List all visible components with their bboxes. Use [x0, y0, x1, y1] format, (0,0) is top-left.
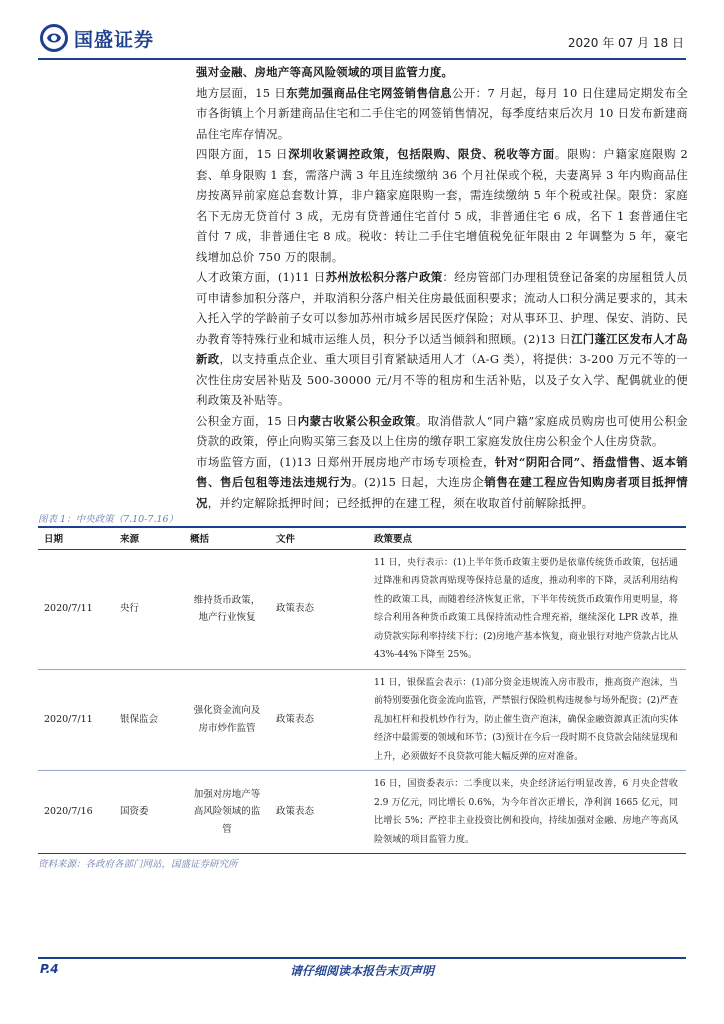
company-logo	[40, 22, 154, 54]
body-text	[196, 62, 688, 513]
page-header	[38, 18, 686, 60]
paragraph-shenzhen: 四限方面，15 日深圳收紧调控政策，包括限购、限贷、税收等方面。限购：户籍家庭限购 2 套、单身限购 1 套，需落户满 3 年且连续缴纳 36 个月社保或个税，夫妻离异 3 年内购商品住房按离异前家庭总套数计算，非户籍家庭限购一套，需连续缴纳 5 年个税或社保。限贷：家庭名下无房无贷首付 3 成，无房有贷普通住宅首付 5 成，非普通住宅 6 成，名下 1 套普通住宅首付 7 成，非普通住宅 8 成。税收：转让二手住宅增值税免征年限由 2 年调整为 5 年，豪宅线增加总价 750 万的限制。	[196, 147, 688, 264]
cell-date: 2020/7/11	[38, 669, 114, 771]
logo-text: 国盛证券	[74, 28, 155, 51]
cell-content: 11 日，央行表示：(1)上半年货币政策主要仍是依靠传统货币政策，包括通过降准和再贷款再贴现等保持总量的适度，推动利率的下降，灵活利用结构性的政策工具，而随着经济恢复正常，下半年传统货币政策作用更明显，将综合利用各种货币政策工具保持流动性合理充裕，继续深化 LPR 改革，推动贷款实际利率持续下行；(2)房地产基本恢复，商业银行对地产贷款占比从 43%-44%下降至 25%。	[368, 549, 686, 669]
footer-disclaimer: 请仔细阅读本报告末页声明	[289, 964, 434, 978]
paragraph-dongguan: 地方层面，15 日东莞加强商品住宅网签销售信息公开：7 月起，每月 10 日住建局定期发布全市各街镇上个月新建商品住宅和二手住宅的网签销售情况，每季度结束后次月 10 日发布新建商品住宅库存情况。	[196, 85, 688, 141]
col-header-source: 来源	[114, 527, 184, 549]
cell-file: 政策表态	[270, 669, 368, 771]
guosheng-logo-icon	[40, 24, 68, 52]
paragraph-talent-policy: 人才政策方面，(1)11 日苏州放松积分落户政策：经房管部门办理租赁登记备案的房屋租赁人员可申请参加积分落户，并取消积分落户相关住房最低面积要求；流动人口积分满足要求的，其未入托入学的学龄前子女可以参加苏州市城乡居民医疗保险；对从事环卫、护理、保安、消防、民办教育等特殊行业和城市运维人员，积分予以适当倾斜和照顾。(2)13 日江门蓬江区发布人才岛新政，以支持重点企业、重大项目引育紧缺适用人才（A-G 类），将提供：3-200 万元不等的一次性住房安居补贴及 500-30000 元/月不等的租房和生活补贴，以及子女入学、配偶就业的便利政策及补贴等。	[196, 270, 689, 407]
footer-divider	[38, 957, 686, 959]
cell-source: 央行	[114, 549, 184, 669]
report-date: 2020 年 07 月 18 日	[567, 36, 684, 50]
table-row	[38, 669, 686, 771]
paragraph-market-supervision: 市场监管方面，(1)13 日郑州开展房地产市场专项检查，针对“阴阳合同”、捂盘惜售、返本销售、售后包租等违法违规行为。(2)15 日起，大连房企销售在建工程应告知购房者项目抵押情况，并约定解除抵押时间；已经抵押的在建工程，须在收取首付前解除抵押。	[196, 454, 688, 510]
page-number: P.4	[40, 962, 59, 976]
policy-table	[38, 526, 686, 854]
paragraph-provident-fund: 公积金方面，15 日内蒙古收紧公积金政策。取消借款人“同户籍”家庭成员购房也可使用公积金贷款的政策，停止向购买第三套及以上住房的缴存职工家庭发放住房公积金个人住房贷款。	[196, 413, 688, 448]
table-title: 图表 1：中央政策（7.10-7.16）	[38, 514, 179, 525]
col-header-content: 政策要点	[368, 527, 686, 549]
cell-file: 政策表态	[270, 549, 368, 669]
cell-summary: 维持货币政策，地产行业恢复	[184, 549, 270, 669]
table-header-row	[38, 527, 686, 549]
cell-source: 银保监会	[114, 669, 184, 771]
col-header-date: 日期	[38, 527, 114, 549]
cell-summary: 强化资金流向及房市炒作监管	[184, 669, 270, 771]
cell-summary: 加强对房地产等高风险领域的监管	[184, 771, 270, 854]
table-row	[38, 771, 686, 854]
cell-content: 11 日，银保监会表示：(1)部分资金违规流入房市股市，推高资产泡沫，当前特别要强化资金流向监管，严禁银行保险机构违规参与场外配资；(2)严查乱加杠杆和投机炒作行为，防止催生资产泡沫，确保金融资源真正流向实体经济中最需要的领域和环节；(3)预计在今后一段时期不良贷款会陆续显现和上升，必须做好不良贷款可能大幅反弹的应对准备。	[368, 669, 686, 771]
cell-content: 16 日，国资委表示：二季度以来，央企经济运行明显改善，6 月央企营收 2.9 万亿元，同比增长 0.6%，为今年首次正增长，净利润 1665 亿元，同比增长 5%；严控非主业投资比例和投向，持续加强对金融、房地产等高风险领域的项目监管力度。	[368, 771, 686, 854]
col-header-summary: 概括	[184, 527, 270, 549]
cell-date: 2020/7/16	[38, 771, 114, 854]
paragraph-central-close: 强对金融、房地产等高风险领域的项目监管力度。	[196, 65, 454, 79]
cell-file: 政策表态	[270, 771, 368, 854]
table-row	[38, 549, 686, 669]
source-note: 资料来源：各政府各部门网站，国盛证券研究所	[38, 859, 238, 870]
cell-source: 国资委	[114, 771, 184, 854]
cell-date: 2020/7/11	[38, 549, 114, 669]
col-header-file: 文件	[270, 527, 368, 549]
